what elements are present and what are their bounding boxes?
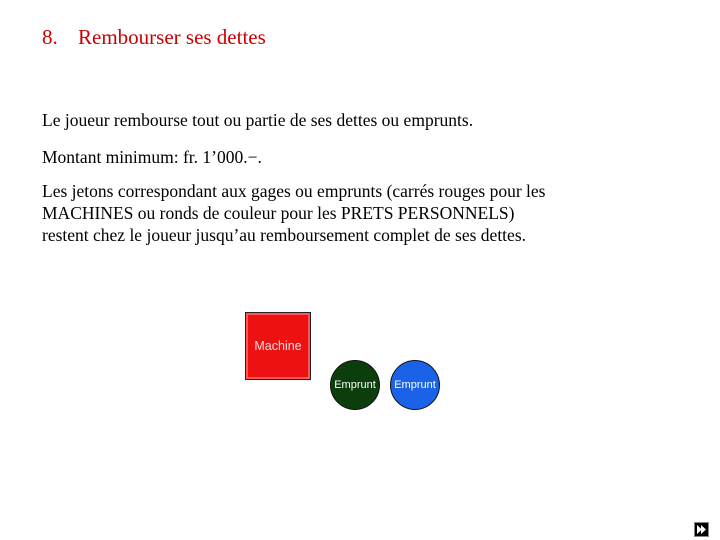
paragraph-repay: Le joueur rembourse tout ou partie de ses dettes ou emprunts. — [42, 110, 474, 130]
title-text: Rembourser ses dettes — [78, 25, 266, 49]
machine-token — [245, 312, 311, 380]
paragraph-tokens-line3: restent chez le joueur jusqu’au remboursement complet de ses dettes. — [42, 225, 527, 245]
emprunt-token-green — [330, 360, 380, 410]
paragraph-tokens-line1: Les jetons correspondant aux gages ou emprunts (carrés rouges pour les — [42, 181, 546, 201]
machine-token-label: Machine — [254, 339, 302, 353]
paragraph-tokens-line2: MACHINES ou ronds de couleur pour les PRETS PERSONNELS) — [42, 203, 515, 223]
next-slide-icon — [696, 524, 707, 535]
emprunt-token-blue — [390, 360, 440, 410]
paragraph-minimum-amount: Montant minimum: fr. 1’000.−. — [42, 147, 262, 167]
paragraph-tokens — [42, 180, 545, 246]
emprunt-token-blue-label: Emprunt — [394, 379, 436, 391]
slide-title — [42, 25, 266, 50]
next-slide-button[interactable] — [694, 522, 709, 537]
title-number: 8. — [42, 25, 58, 49]
emprunt-token-green-label: Emprunt — [334, 379, 376, 391]
